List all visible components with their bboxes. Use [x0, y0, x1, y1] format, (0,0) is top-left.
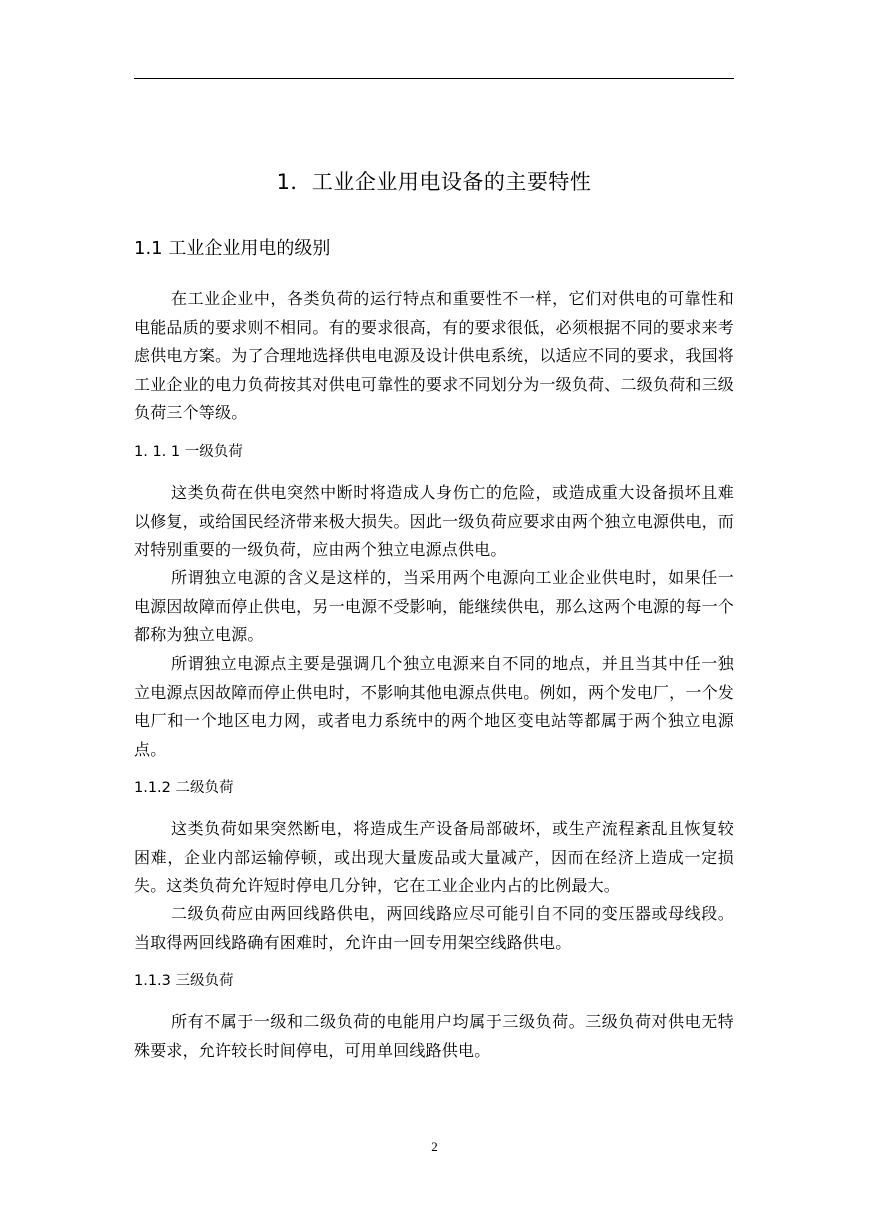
second-level-load-paragraph-1: 这类负荷如果突然断电，将造成生产设备局部破坏，或生产流程紊乱且恢复较困难，企业内部运输停顿，或出现大量废品或大量减产，因而在经济上造成一定损失。这类负荷允许短时停电几分钟，它在工业企业内占的比例最大。	[134, 819, 734, 895]
section-intro-paragraph: 在工业企业中，各类负荷的运行特点和重要性不一样，它们对供电的可靠性和电能品质的要求则不相同。有的要求很高，有的要求很低，必须根据不同的要求来考虑供电方案。为了合理地选择供电电源及设计供电系统，以适应不同的要求，我国将工业企业的电力负荷按其对供电可靠性的要求不同划分为一级负荷、二级负荷和三级负荷三个等级。	[134, 289, 734, 422]
third-level-load-paragraph-1: 所有不属于一级和二级负荷的电能用户均属于三级负荷。三级负荷对供电无特殊要求，允许较长时间停电，可用单回线路供电。	[134, 1012, 734, 1060]
header-rule	[134, 78, 734, 79]
subsection-title-third-level-load: 1.1.3 三级负荷	[134, 973, 234, 989]
second-level-load-paragraph-2: 二级负荷应由两回线路供电，两回线路应尽可能引自不同的变压器或母线段。当取得两回线路确有困难时，允许由一回专用架空线路供电。	[134, 904, 734, 952]
first-level-load-paragraph-2: 所谓独立电源的含义是这样的，当采用两个电源向工业企业供电时，如果任一电源因故障而停止供电，另一电源不受影响，能继续供电，那么这两个电源的每一个都称为独立电源。	[134, 568, 734, 644]
subsection-title-first-level-load: 1. 1. 1 一级负荷	[134, 444, 243, 460]
subsection-title-second-level-load: 1.1.2 二级负荷	[134, 780, 234, 796]
first-level-load-paragraph-3: 所谓独立电源点主要是强调几个独立电源来自不同的地点，并且当其中任一独立电源点因故障而停止供电时，不影响其他电源点供电。例如，两个发电厂，一个发电厂和一个地区电力网，或者电力系统中的两个地区变电站等都属于两个独立电源点。	[134, 654, 734, 759]
chapter-title: 1．工业企业用电设备的主要特性	[276, 170, 592, 194]
section-title: 1.1 工业企业用电的级别	[134, 238, 331, 259]
page-number: 2	[431, 1139, 438, 1154]
first-level-load-paragraph-1: 这类负荷在供电突然中断时将造成人身伤亡的危险，或造成重大设备损坏且难以修复，或给国民经济带来极大损失。因此一级负荷应要求由两个独立电源供电，而对特别重要的一级负荷，应由两个独立电源点供电。	[134, 483, 734, 559]
